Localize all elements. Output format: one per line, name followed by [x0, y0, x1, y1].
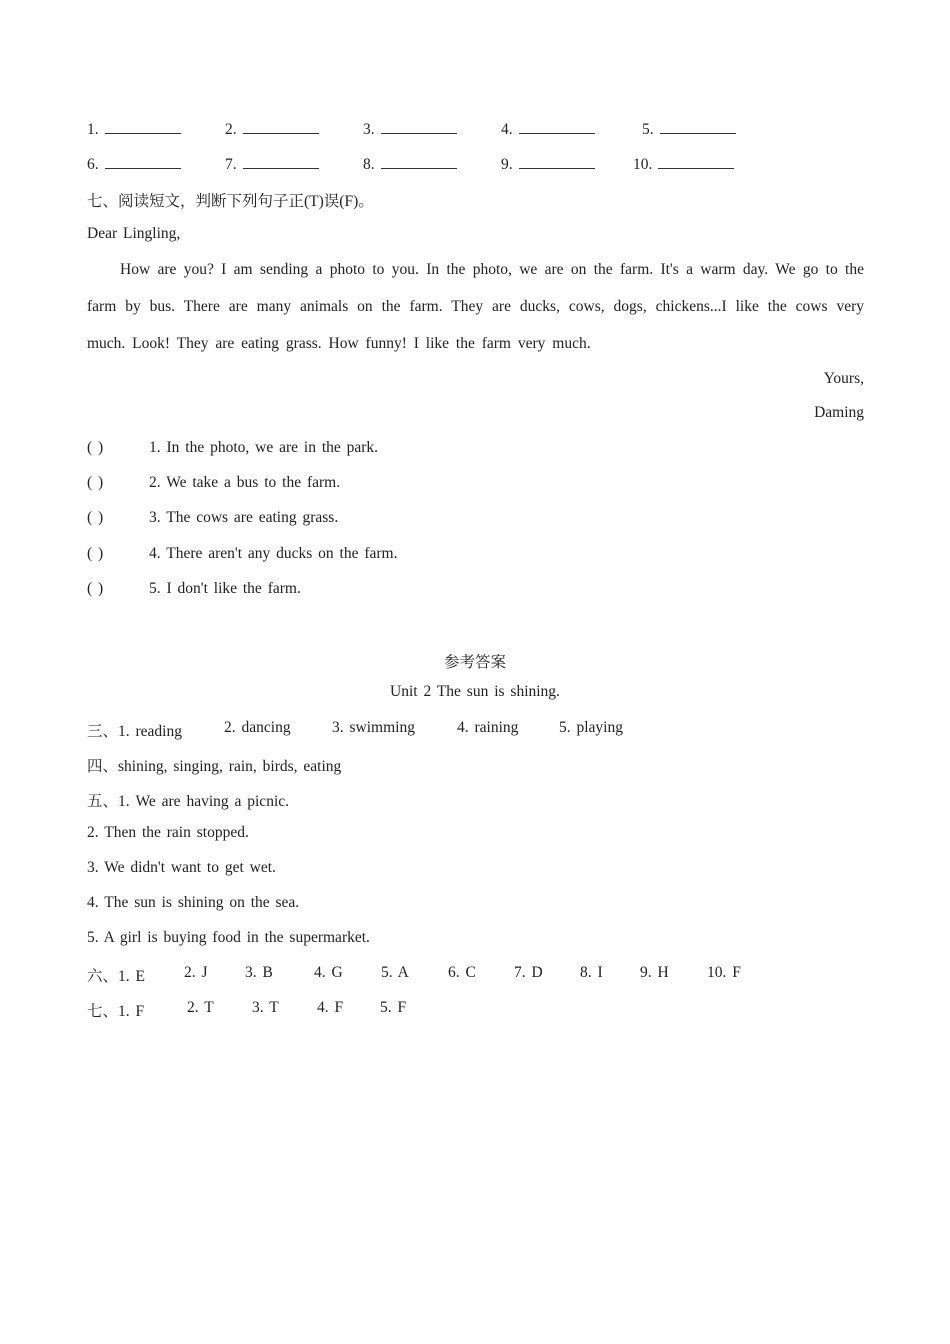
answer-item: 6. C: [448, 964, 476, 981]
answer-item: 7. D: [514, 964, 543, 981]
answer-paren[interactable]: ( ): [87, 509, 104, 526]
question-text: 4. There aren't any ducks on the farm.: [149, 545, 398, 562]
answer-blank[interactable]: [658, 154, 734, 169]
answer-item: 2. J: [184, 964, 208, 981]
blank-item: 6.: [87, 154, 181, 174]
true-false-question: [87, 545, 398, 563]
blank-item: 9.: [501, 154, 595, 174]
answer-item: 3. B: [245, 964, 273, 981]
blank-item: 5.: [642, 119, 736, 139]
section-heading: 七、阅读短文，判断下列句子正(T)误(F)。: [87, 193, 374, 210]
question-text: 5. I don't like the farm.: [149, 580, 301, 597]
answer-blank[interactable]: [105, 119, 181, 134]
answer-paren[interactable]: ( ): [87, 580, 104, 597]
answer-item: 4. raining: [457, 719, 519, 736]
letter-body: How are you? I am sending a photo to you. In the photo, we are on the farm. It's a warm day. We go to the farm by bus. There are many animals on the farm. They are ducks, cows, dogs, chickens...I like the cows very much. Look! They are eating grass. How funny! I like the farm very much.: [87, 261, 864, 352]
answer-item: 3. T: [252, 999, 279, 1016]
letter-signature: Daming: [814, 404, 864, 421]
true-false-question: [87, 580, 301, 598]
answer-blank[interactable]: [243, 154, 319, 169]
answer-item: 2. dancing: [224, 719, 291, 736]
true-false-question: [87, 509, 338, 527]
answer-line-wu: 五、1. We are having a picnic.: [87, 793, 290, 810]
answer-item: 3. swimming: [332, 719, 415, 736]
letter-salutation: Dear Lingling,: [87, 225, 181, 242]
blank-item: 2.: [225, 119, 319, 139]
answer-blank[interactable]: [105, 154, 181, 169]
answer-paren[interactable]: ( ): [87, 545, 104, 562]
answers-title: 参考答案: [443, 654, 506, 671]
question-text: 1. In the photo, we are in the park.: [149, 439, 379, 456]
answer-item: 5. F: [380, 999, 407, 1016]
answer-paren[interactable]: ( ): [87, 474, 104, 491]
answer-item: 2. T: [187, 999, 214, 1016]
answer-blank[interactable]: [660, 119, 736, 134]
answer-paren[interactable]: ( ): [87, 439, 104, 456]
answer-item: 5. playing: [559, 719, 623, 736]
blank-item: 3.: [363, 119, 457, 139]
letter-closing: Yours,: [823, 370, 864, 387]
true-false-question: [87, 439, 378, 457]
answer-item: 9. H: [640, 964, 669, 981]
answer-blank[interactable]: [519, 119, 595, 134]
answer-blank[interactable]: [243, 119, 319, 134]
blank-item: 8.: [363, 154, 457, 174]
answer-item: 5. A: [381, 964, 409, 981]
answer-item: 10. F: [707, 964, 741, 981]
answer-blank[interactable]: [381, 154, 457, 169]
question-text: 2. We take a bus to the farm.: [149, 474, 341, 491]
answer-item: 4. F: [317, 999, 344, 1016]
answer-line-wu: 4. The sun is shining on the sea.: [87, 894, 300, 911]
blank-item: 1.: [87, 119, 181, 139]
answer-line-wu: 3. We didn't want to get wet.: [87, 859, 276, 876]
answer-line-wu: 5. A girl is buying food in the supermarket.: [87, 929, 370, 946]
answer-blank[interactable]: [519, 154, 595, 169]
answer-blank[interactable]: [381, 119, 457, 134]
answer-item: 8. I: [580, 964, 603, 981]
answer-item: 三、1. reading: [87, 723, 182, 740]
answer-line-si: 四、shining, singing, rain, birds, eating: [87, 758, 342, 775]
question-text: 3. The cows are eating grass.: [149, 509, 339, 526]
answers-subtitle: Unit 2 The sun is shining.: [390, 683, 560, 700]
answer-item: 4. G: [314, 964, 343, 981]
answer-item: 六、1. E: [87, 968, 145, 985]
answer-item: 七、1. F: [87, 1003, 145, 1020]
blank-item: 4.: [501, 119, 595, 139]
blank-item: 10.: [633, 154, 734, 174]
blank-item: 7.: [225, 154, 319, 174]
true-false-question: [87, 474, 340, 492]
answer-line-wu: 2. Then the rain stopped.: [87, 824, 249, 841]
